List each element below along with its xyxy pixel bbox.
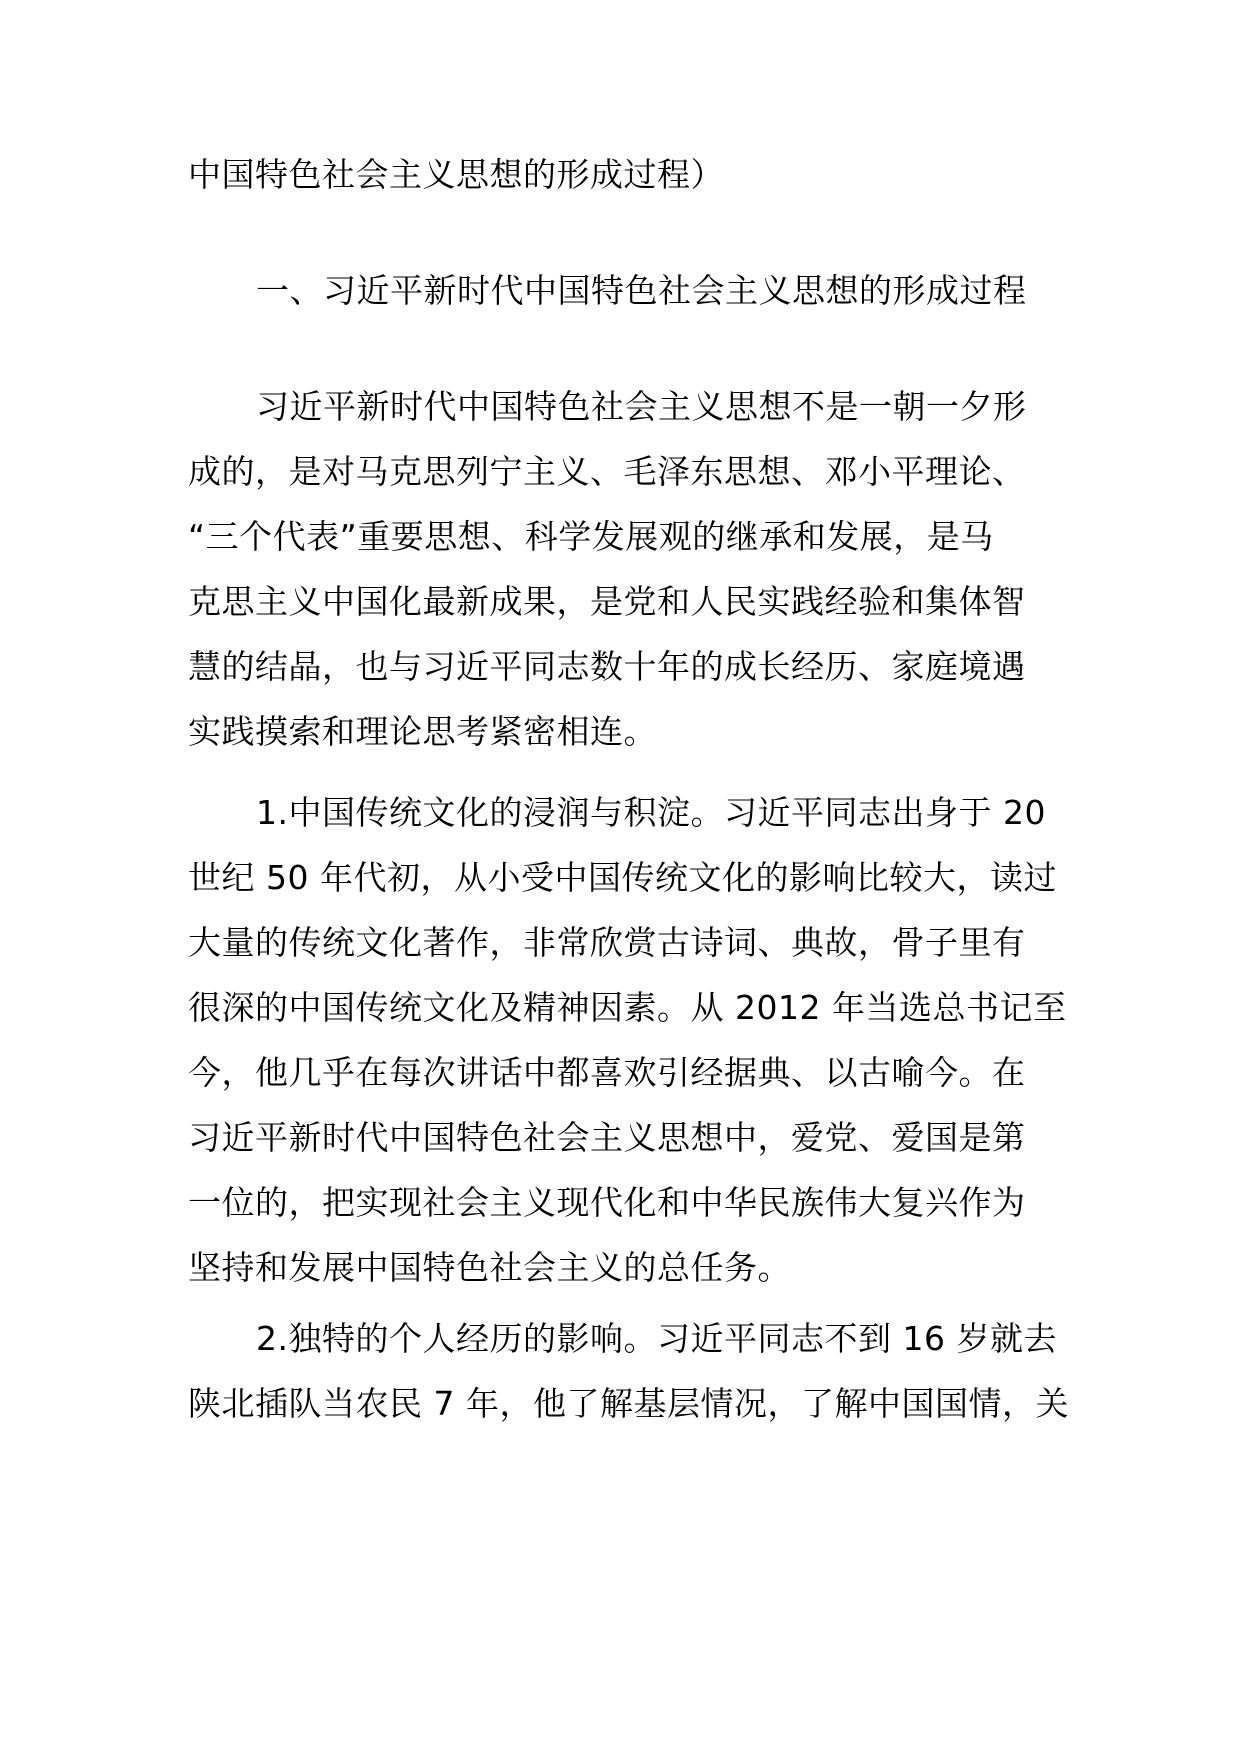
- text-line: 世纪 50 年代初，从小受中国传统文化的影响比较大，读过: [188, 858, 1057, 897]
- paragraph-intro: [188, 374, 1058, 764]
- text-line: 慧的结晶，也与习近平同志数十年的成长经历、家庭境遇: [188, 647, 1026, 686]
- text-line: 习近平新时代中国特色社会主义思想中，爱党、爱国是第: [188, 1118, 1026, 1157]
- text-line: 坚持和发展中国特色社会主义的总任务。: [188, 1248, 791, 1287]
- continuation-line: [188, 142, 1058, 207]
- text-line: 中国特色社会主义思想的形成过程）: [188, 155, 724, 194]
- text-line: 习近平新时代中国特色社会主义思想不是一朝一夕形: [256, 387, 1027, 426]
- text-line: 克思主义中国化最新成果，是党和人民实践经验和集体智: [188, 582, 1026, 621]
- heading-text: 一、习近平新时代中国特色社会主义思想的形成过程: [256, 271, 1027, 310]
- text-line: 大量的传统文化著作，非常欣赏古诗词、典故，骨子里有: [188, 923, 1026, 962]
- text-line: 陕北插队当农民 7 年，他了解基层情况，了解中国国情，关: [188, 1384, 1069, 1423]
- text-line: 1.中国传统文化的浸润与积淀。习近平同志出身于 20: [256, 793, 1046, 832]
- paragraph-traditional-culture: [188, 780, 1067, 1300]
- section-heading: [188, 258, 1058, 323]
- text-line: “三个代表”重要思想、科学发展观的继承和发展，是马: [188, 517, 994, 556]
- text-line: 今，他几乎在每次讲话中都喜欢引经据典、以古喻今。在: [188, 1053, 1026, 1092]
- paragraph-personal-experience: [188, 1306, 1069, 1436]
- text-line: 很深的中国传统文化及精神因素。从 2012 年当选总书记至: [188, 988, 1067, 1027]
- text-line: 一位的，把实现社会主义现代化和中华民族伟大复兴作为: [188, 1183, 1026, 1222]
- text-line: 成的，是对马克思列宁主义、毛泽东思想、邓小平理论、: [188, 452, 1026, 491]
- text-line: 实践摸索和理论思考紧密相连。: [188, 712, 657, 751]
- text-line: 2.独特的个人经历的影响。习近平同志不到 16 岁就去: [256, 1319, 1057, 1358]
